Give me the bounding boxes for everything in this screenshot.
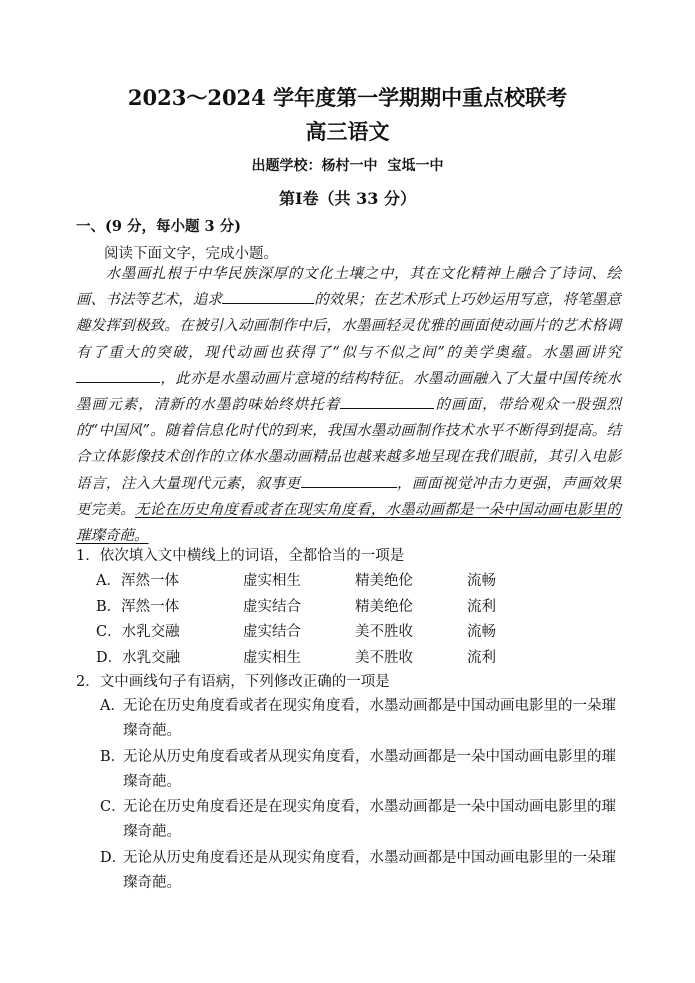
option-word-1: 水乳交融 — [122, 649, 181, 666]
question-2-options — [100, 694, 630, 896]
blank-1 — [222, 289, 314, 304]
passage-text: 的效果；在艺术形式上巧妙运用写意，将笔墨意趣发挥到极致。在被引入动画制作中后，水墨画轻灵优雅的画面使动画片的艺术格调有了重大的突破，现代动画也获得了“似与不似之间”的美学奥蕴。水墨画讲究 — [76, 292, 622, 361]
reading-passage — [76, 261, 621, 549]
option-word-1: 水乳交融 — [121, 624, 180, 640]
option-word-4: 流畅 — [467, 573, 496, 589]
question-2-option-c — [100, 795, 630, 846]
option-word-2: 虚实结合 — [243, 598, 301, 615]
option-word-1: 浑然一体 — [121, 598, 180, 615]
option-text: 无论在历史角度看或者在现实角度看，水墨动画都是中国动画电影里的一朵璀璨奇葩。 — [123, 698, 616, 740]
option-label: A． — [100, 698, 125, 714]
passage-text: 水墨画扎根于中华民族深厚的文化土壤之中，其在文化精神上融合了诗词、绘画、书法等艺术，追求 — [76, 266, 621, 309]
option-word-3: 美不胜收 — [355, 649, 413, 666]
blank-2 — [76, 368, 160, 383]
underlined-sentence: 无论在历史角度看或者在现实角度看，水墨动画都是一朵中国动画电影里的璀璨奇葩。 — [76, 501, 622, 545]
question-2-option-a — [100, 694, 630, 745]
question-1-option-c — [96, 620, 536, 646]
option-label-word — [96, 620, 180, 646]
option-word-2: 虚实相生 — [243, 649, 301, 666]
question-2-stem: 2．文中画线句子有语病，下列修改正确的一项是 — [76, 674, 390, 690]
option-label: C． — [96, 624, 122, 640]
school-second: 宝坻一中 — [387, 158, 444, 174]
question-1-options — [96, 569, 536, 671]
blank-4 — [301, 473, 397, 488]
option-label: C． — [100, 799, 126, 816]
option-word-4: 流利 — [467, 598, 496, 615]
section-heading: 一、(9 分，每小题 3 分) — [76, 218, 242, 235]
school-label: 出题学校：杨村一中 — [251, 158, 378, 174]
option-word-4: 流利 — [467, 649, 496, 666]
option-word-4: 流畅 — [467, 624, 496, 640]
option-text: 无论从历史角度看或者从现实角度看，水墨动画都是一朵中国动画电影里的璀璨奇葩。 — [123, 748, 616, 790]
question-1-option-b — [96, 595, 536, 621]
option-text: 无论从历史角度看还是从现实角度看，水墨动画都是中国动画电影里的一朵璀璨奇葩。 — [123, 849, 616, 892]
option-word-3: 精美绝伦 — [355, 573, 413, 589]
part-title: 第Ⅰ卷（共 33 分） — [279, 189, 416, 208]
section-instruction: 阅读下面文字，完成小题。 — [104, 246, 278, 262]
exam-subject: 高三语文 — [305, 120, 390, 144]
option-word-2: 虚实结合 — [243, 624, 301, 640]
question-1-stem: 1．依次填入文中横线上的词语，全都恰当的一项是 — [76, 548, 405, 564]
option-word-3: 美不胜收 — [355, 624, 413, 640]
option-word-1: 浑然一体 — [120, 573, 179, 589]
option-word-3: 精美绝伦 — [355, 598, 413, 615]
option-label-word — [96, 569, 179, 595]
passage-text: ，此亦是水墨动画片意境的结构特征。水墨动画融入了大量中国传统水墨画元素，清新的水墨韵味始终烘托着 — [76, 370, 621, 414]
option-label: D． — [96, 649, 123, 666]
option-label: B． — [100, 748, 126, 765]
question-1-option-a — [96, 569, 536, 595]
question-2-option-d — [100, 846, 630, 897]
option-label: D． — [100, 849, 127, 866]
question-2-option-b — [100, 745, 630, 796]
passage-text: ，画面视觉冲击力更强，声画效果更完美。 — [76, 475, 621, 518]
option-label: B． — [96, 598, 122, 615]
option-label-word — [96, 646, 180, 672]
option-label: A． — [96, 573, 121, 589]
school-line — [0, 155, 695, 175]
exam-title: 2023～2024 学年度第一学期期中重点校联考 — [127, 85, 568, 110]
option-word-2: 虚实相生 — [243, 573, 301, 589]
passage-text: 的画面，带给观众一股强烈的“中国风”。随着信息化时代的到来，我国水墨动画制作技术水平不断得到提高。结合立体影像技术创作的立体水墨动画精品也越来越多地呈现在我们眼前，其引入电影语言，注入大量现代元素，叙事更 — [76, 397, 622, 492]
question-1-option-d — [96, 646, 536, 672]
option-label-word — [96, 595, 179, 621]
option-text: 无论在历史角度看还是在现实角度看，水墨动画都是一朵中国动画电影里的璀璨奇葩。 — [123, 799, 616, 841]
blank-3 — [340, 394, 434, 409]
